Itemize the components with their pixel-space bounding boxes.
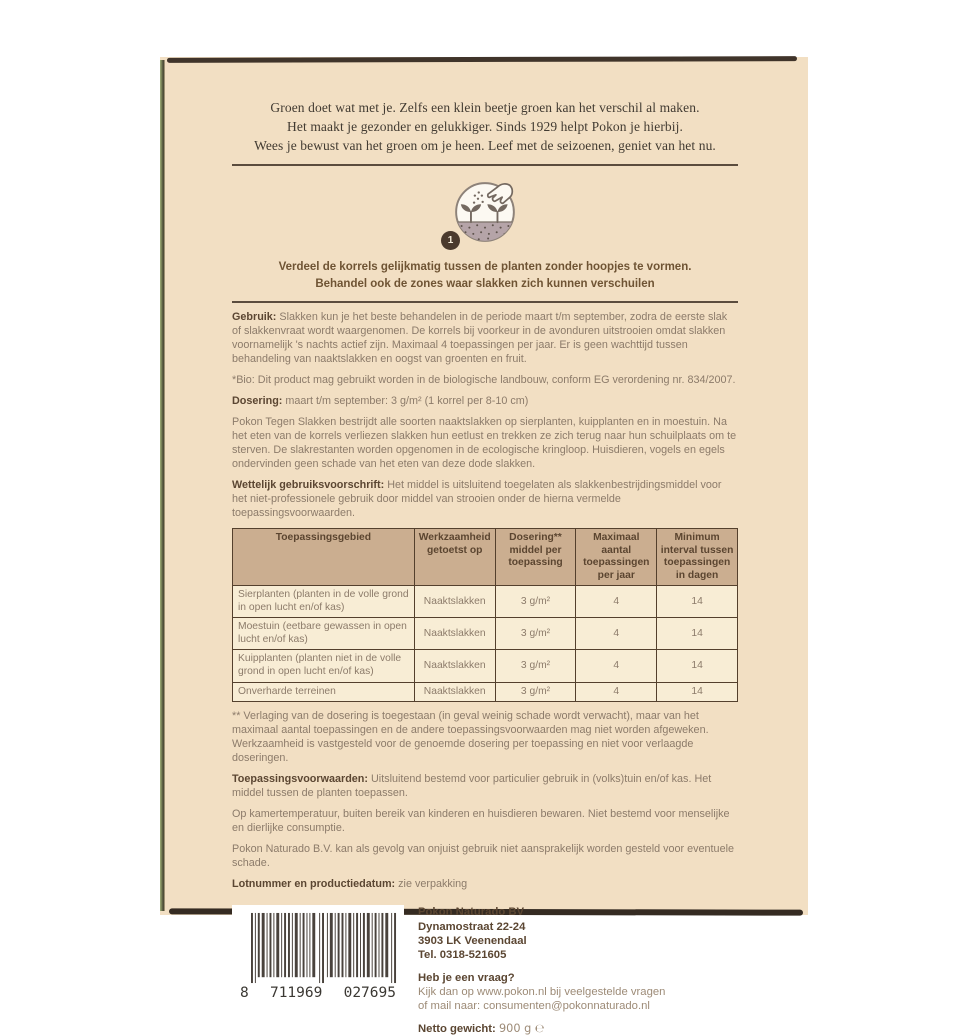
dosering-paragraph: Dosering: maart t/m september: 3 g/m² (1 korrel per 8-10 cm) (232, 394, 529, 407)
net-weight-value: 900 g ℮ (498, 1021, 545, 1035)
col-header-maximaal: Maximaal aantal toepassingen per jaar (576, 529, 657, 586)
cell-dose: 3 g/m² (495, 682, 576, 702)
bio-note: *Bio: Dit product mag gebruikt worden in de biologische landbouw, conform EG verordening nr. 834/2007. (232, 373, 736, 386)
gebruik-label: Gebruik: (232, 310, 277, 323)
footer (232, 905, 738, 1036)
dosering-label: Dosering: (232, 394, 283, 407)
company-street: Dynamostraat 22-24 (418, 920, 526, 933)
divider (232, 164, 738, 166)
cell-tested-on: Naaktslakken (414, 682, 495, 702)
lotnumber-paragraph: Lotnummer en productiedatum: zie verpakking (232, 878, 468, 891)
wettelijk-paragraph: Wettelijk gebruiksvoorschrift: Het middel is uitsluitend toegelaten als slakkenbestrijdingsmiddel voor het niet-professionele gebruik door middel van strooien onder de hierna vermelde toepassingsvoorwaarden. (232, 478, 722, 520)
company-info (418, 905, 665, 1036)
footnote-sections (232, 709, 738, 891)
toepassing-label: Toepassingsvoorwaarden: (232, 773, 368, 786)
company-city: 3903 LK Veenendaal (418, 935, 527, 948)
package-left-edge (160, 60, 165, 911)
instruction-line: Verdeel de korrels gelijkmatig tussen de planten zonder hoopjes te vormen. (278, 261, 692, 274)
application-instruction (232, 259, 738, 291)
barcode-number: 8 711969 027695 (240, 985, 396, 1002)
company-phone: Tel. 0318-521605 (418, 949, 507, 962)
product-description: Pokon Tegen Slakken bestrijdt alle soorten naaktslakken op sierplanten, kuipplanten en in moestuin. Na het eten van de korrels verliezen slakken hun eetlust en trekken ze zich terug naar hun schuilplaats om te sterven. De slakrestanten worden opgenomen in de ecologische kringloop. Huisdieren, vogels en egels ondervinden geen schade van het eten van deze dode slakken. (232, 415, 737, 470)
cell-area: Sierplanten (planten in de volle grond in open lucht en/of kas) (233, 586, 415, 618)
table-row (233, 682, 738, 702)
intro-quote-line: Wees je bewust van het groen om je heen. Leef met de seizoenen, geniet van het nu. (254, 138, 716, 154)
question-line: of mail naar: consumenten@pokonnaturado.nl (418, 1000, 650, 1013)
table-row (233, 650, 738, 682)
storage-note: Op kamertemperatuur, buiten bereik van kinderen en huisdieren bewaren. Niet bestemd voor menselijke en dierlijke consumptie. (232, 808, 730, 835)
question-line: Kijk dan op www.pokon.nl bij veelgestelde vragen (418, 986, 666, 999)
usage-sections (232, 310, 738, 520)
table-header-row (233, 529, 738, 586)
company-name: Pokon Naturado BV (418, 906, 525, 919)
cell-max: 4 (576, 682, 657, 702)
col-header-werkzaamheid: Werkzaamheid getoetst op (414, 529, 495, 586)
cell-interval: 14 (657, 618, 738, 650)
cell-area: Kuipplanten (planten niet in de volle grond in open lucht en/of kas) (233, 650, 415, 682)
package-back-panel (160, 57, 808, 1035)
intro-quote-line: Het maakt je gezonder en gelukkiger. Sinds 1929 helpt Pokon je hierbij. (287, 119, 683, 135)
divider (232, 301, 738, 303)
cell-dose: 3 g/m² (495, 618, 576, 650)
cell-max: 4 (576, 650, 657, 682)
question-heading: Heb je een vraag? (418, 971, 515, 984)
liability-note: Pokon Naturado B.V. kan als gevolg van onjuist gebruik niet aansprakelijk worden gesteld voor eventuele schade. (232, 843, 734, 870)
cell-area: Onverharde terreinen (233, 682, 415, 702)
net-weight-label: Netto gewicht: (418, 1022, 496, 1035)
gebruik-paragraph: Gebruik: Slakken kun je het beste behandelen in de periode maart t/m september, zodra de eerste slak of slakkenvraat wordt waargenomen. De korrels bij voorkeur in de avonduren uitstrooien omdat slakken voornamelijk 's nachts actief zijn. Maximaal 4 toepassingen per jaar. Er is geen wachttijd tussen behandeling van naaktslakken en oogst van groenten en fruit. (232, 310, 728, 365)
lotnumber-label: Lotnummer en productiedatum: (232, 878, 396, 891)
cell-interval: 14 (657, 586, 738, 618)
cell-interval: 14 (657, 650, 738, 682)
table-row (233, 586, 738, 618)
cell-dose: 3 g/m² (495, 586, 576, 618)
intro-quote-line: Groen doet wat met je. Zelfs een klein beetje groen kan het verschil al maken. (270, 100, 700, 115)
toepassing-paragraph: Toepassingsvoorwaarden: Uitsluitend bestemd voor particulier gebruik in (volks)tuin en/of kas. Het middel tussen de planten toepassen. (232, 773, 712, 800)
intro-quote (232, 98, 738, 155)
cell-dose: 3 g/m² (495, 650, 576, 682)
dose-reduction-note: ** Verlaging van de dosering is toegestaan (in geval weinig schade wordt verwacht), maar van het maximaal aantal toepassingen en de andere toepassingsvoorwaarden mag niet worden afgeweken. Werkzaamheid is vastgesteld voor de genoemde dosering per toepassing en niet voor verlaagde doseringen. (232, 710, 709, 765)
step-number-badge: 1 (441, 231, 460, 250)
cell-area: Moestuin (eetbare gewassen in open lucht en/of kas) (233, 618, 415, 650)
cell-max: 4 (576, 618, 657, 650)
instruction-line: Behandel ook de zones waar slakken zich kunnen verschuilen (315, 277, 655, 290)
cell-max: 4 (576, 586, 657, 618)
cell-tested-on: Naaktslakken (414, 650, 495, 682)
barcode (232, 905, 404, 1006)
barcode-bars (251, 912, 397, 984)
table-row (233, 618, 738, 650)
dosing-table (232, 528, 738, 702)
col-header-dosering: Dosering** middel per toepassing (495, 529, 576, 586)
net-weight (418, 1022, 665, 1036)
package-content (232, 62, 738, 1036)
col-header-toepassingsgebied: Toepassingsgebied (233, 529, 415, 586)
cell-tested-on: Naaktslakken (414, 586, 495, 618)
application-step (446, 173, 524, 253)
wettelijk-label: Wettelijk gebruiksvoorschrift: (232, 478, 385, 491)
cell-interval: 14 (657, 682, 738, 702)
col-header-interval: Minimum interval tussen toepassingen in dagen (657, 529, 738, 586)
cell-tested-on: Naaktslakken (414, 618, 495, 650)
